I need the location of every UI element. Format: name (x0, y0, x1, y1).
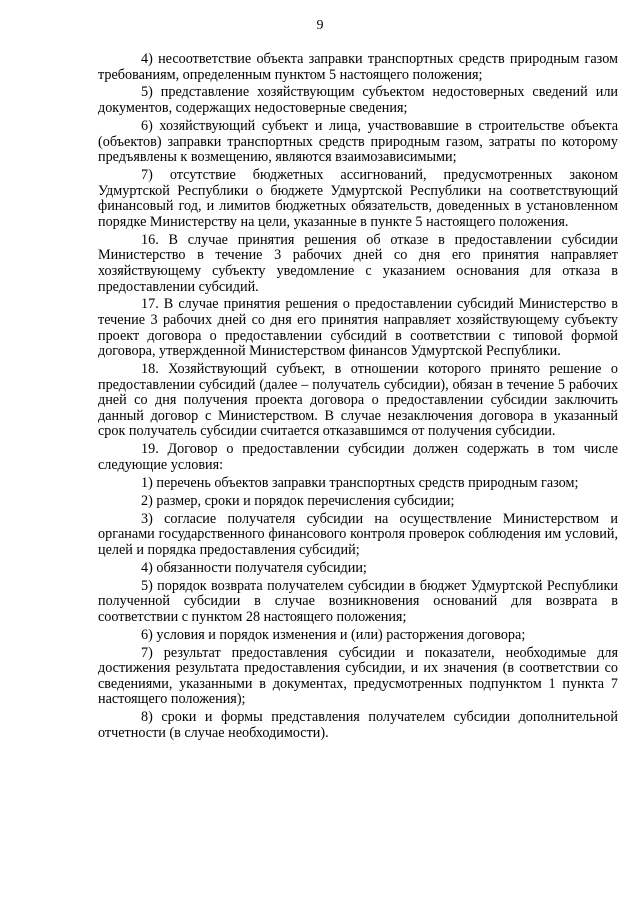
paragraph-clause-17: 17. В случае принятия решения о предоставлении субсидий Министерство в течение 3 рабочих дней со дня его принятия направляет хозяйствующему субъекту проект договора о предоставлении субсидий в соответствии с типовой формой договора, утвержденной Министерством финансов Удмуртской Республики. (98, 296, 618, 360)
paragraph-item-5: 5) представление хозяйствующим субъектом недостоверных сведений или документов, содержащих недостоверные сведения; (98, 84, 618, 117)
paragraph-item-4: 4) несоответствие объекта заправки транспортных средств природным газом требованиям, определенным пунктом 5 настоящего положения; (98, 51, 618, 83)
document-body (98, 52, 618, 744)
condition-item-5: 5) порядок возврата получателем субсидии в бюджет Удмуртской Республики полученной субсидии в случае возникновения оснований для возврата в соответствии с пунктом 28 настоящего положения; (98, 577, 618, 625)
condition-item-3: 3) согласие получателя субсидии на осуществление Министерством и органами государственного финансового контроля проверок соблюдения им условий, целей и порядка предоставления субсидий; (98, 510, 618, 558)
paragraph-clause-16: 16. В случае принятия решения об отказе в предоставлении субсидии Министерство в течение 3 рабочих дней со дня его принятия направляет хозяйствующему субъекту уведомление с указанием основания для отказа в предоставлении субсидий. (98, 231, 618, 295)
condition-item-7: 7) результат предоставления субсидии и показатели, необходимые для достижения результата предоставления субсидии, и их значения (в соответствии со сведениями, указанными в документах, предусмотренных подпунктом 1 пункта 7 настоящего положения); (98, 644, 618, 708)
condition-item-1: 1) перечень объектов заправки транспортных средств природным газом; (141, 474, 579, 491)
condition-item-4: 4) обязанности получателя субсидии; (141, 559, 367, 576)
condition-item-6: 6) условия и порядок изменения и (или) расторжения договора; (141, 626, 526, 643)
condition-item-2: 2) размер, сроки и порядок перечисления субсидии; (141, 492, 455, 509)
paragraph-clause-18: 18. Хозяйствующий субъект, в отношении которого принято решение о предоставлении субсидий (далее – получатель субсидии), обязан в течение 5 рабочих дней со дня получения проекта договора о предоставлении субсидии заключить данный договор с Министерством. В случае незаключения договора в указанный срок получатель субсидии считается отказавшимся от получения субсидии. (98, 361, 618, 440)
page-number: 9 (316, 18, 324, 33)
paragraph-clause-19: 19. Договор о предоставлении субсидии должен содержать в том числе следующие условия: (98, 441, 618, 473)
paragraph-item-6: 6) хозяйствующий субъект и лица, участвовавшие в строительстве объекта (объектов) заправки транспортных средств природным газом, затраты по которому предъявлены к возмещению, являются взаимозависимыми; (98, 117, 618, 166)
paragraph-item-7: 7) отсутствие бюджетных ассигнований, предусмотренных законом Удмуртской Республики о бюджете Удмуртской Республики на соответствующий финансовый год, и лимитов бюджетных обязательств, доведенных в установленном порядке Министерству на цели, указанные в пункте 5 настоящего положения. (98, 167, 618, 230)
condition-item-8: 8) сроки и формы представления получателем субсидии дополнительной отчетности (в случае необходимости). (98, 709, 618, 741)
